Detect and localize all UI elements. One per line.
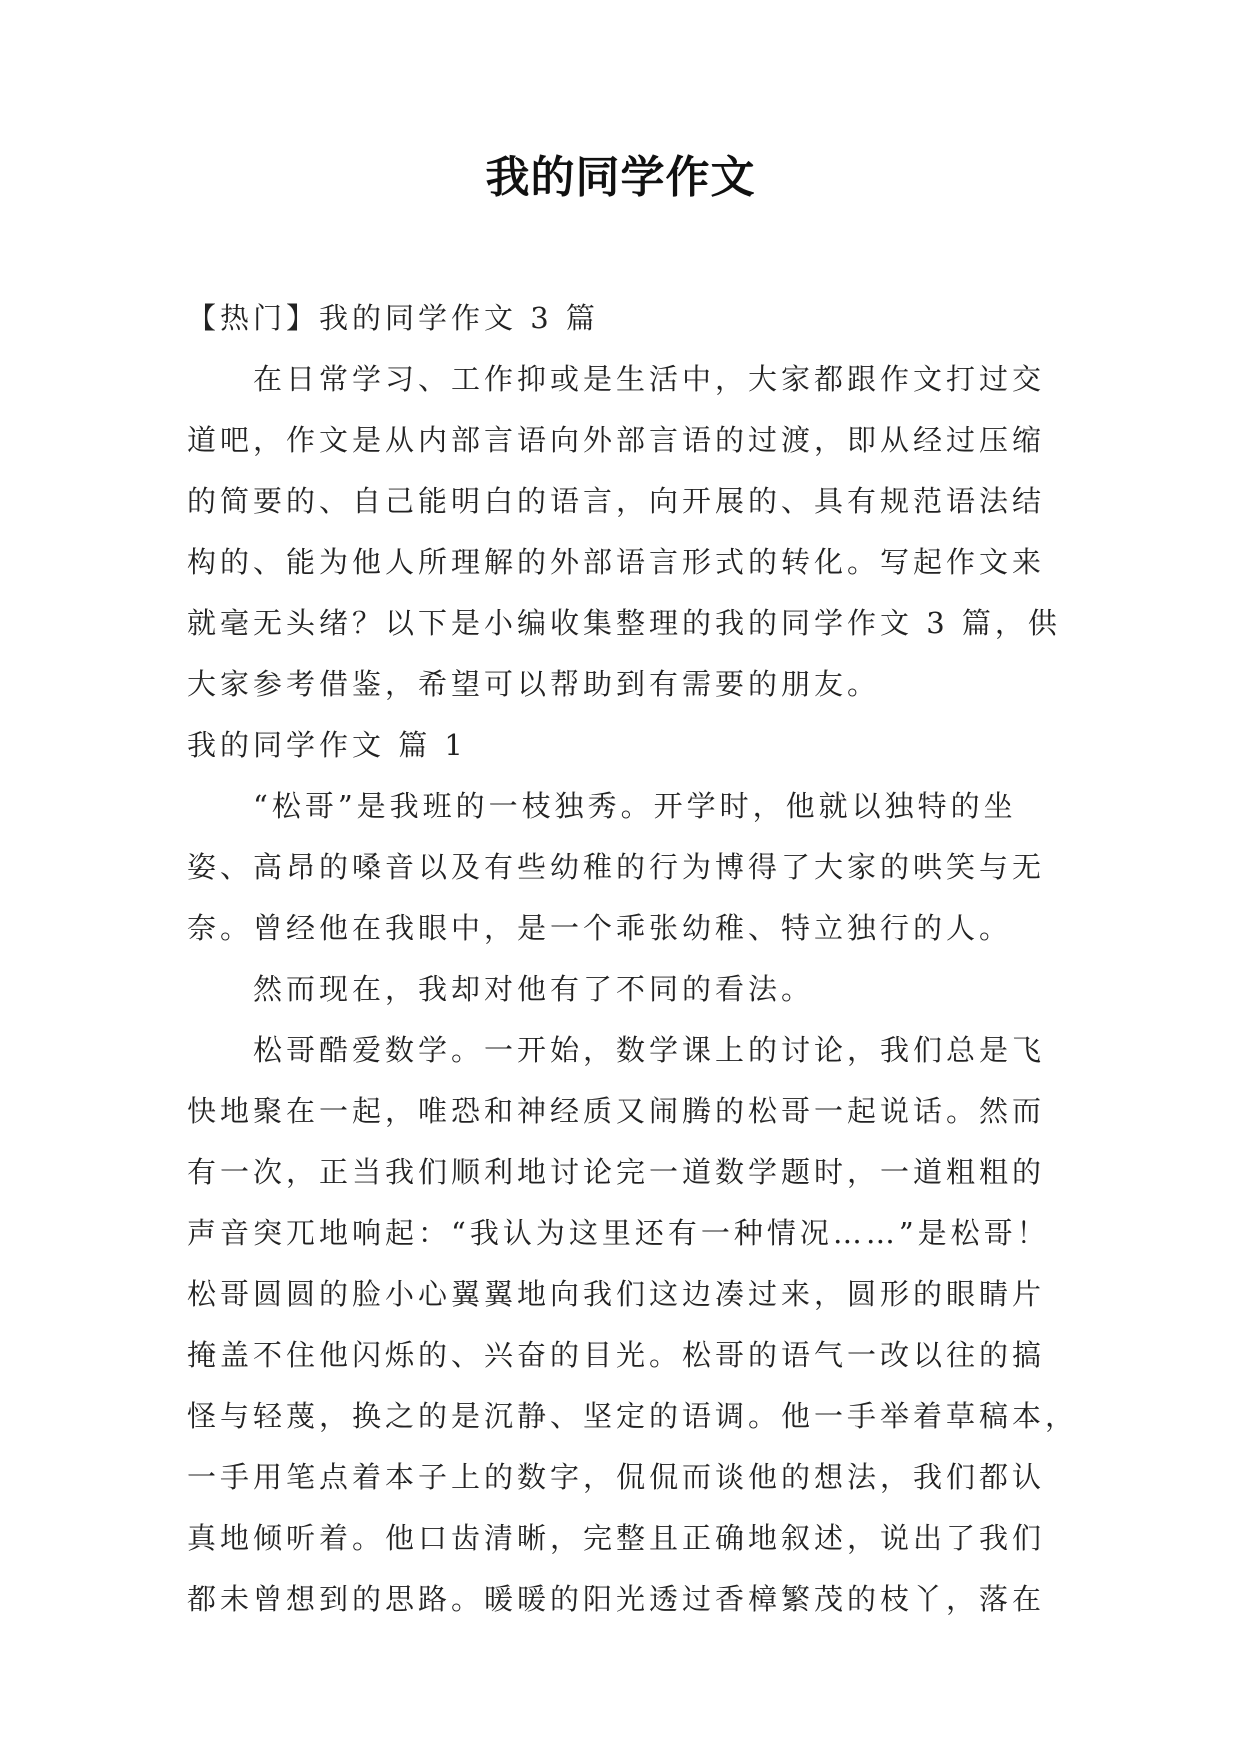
document-subtitle: 【热门】我的同学作文 3 篇	[187, 301, 599, 335]
paragraph-line: 松哥酷爱数学。一开始，数学课上的讨论，我们总是飞	[253, 1033, 1046, 1067]
paragraph-line: 一手用笔点着本子上的数字，侃侃而谈他的想法，我们都认	[187, 1460, 1046, 1494]
paragraph-line: 在日常学习、工作抑或是生活中，大家都跟作文打过交	[253, 362, 1046, 396]
document-title: 我的同学作文	[485, 152, 756, 203]
paragraph-line: 掩盖不住他闪烁的、兴奋的目光。松哥的语气一改以往的搞	[187, 1338, 1046, 1372]
paragraph-line: 有一次，正当我们顺利地讨论完一道数学题时，一道粗粗的	[187, 1155, 1046, 1189]
paragraph-line: 大家参考借鉴，希望可以帮助到有需要的朋友。	[187, 667, 881, 701]
paragraph-line: 快地聚在一起，唯恐和神经质又闹腾的松哥一起说话。然而	[187, 1094, 1046, 1128]
section-heading: 我的同学作文 篇 1	[187, 728, 467, 762]
paragraph-line: 奈。曾经他在我眼中，是一个乖张幼稚、特立独行的人。	[187, 911, 1013, 945]
paragraph-line: 姿、高昂的嗓音以及有些幼稚的行为博得了大家的哄笑与无	[187, 850, 1046, 884]
paragraph-line: “松哥”是我班的一枝独秀。开学时，他就以独特的坐	[253, 789, 1017, 823]
paragraph-line: 松哥圆圆的脸小心翼翼地向我们这边凑过来，圆形的眼睛片	[187, 1277, 1046, 1311]
paragraph-line: 就毫无头绪？以下是小编收集整理的我的同学作文 3 篇，供	[187, 606, 1061, 640]
paragraph-line: 都未曾想到的思路。暖暖的阳光透过香樟繁茂的枝丫，落在	[187, 1582, 1046, 1616]
paragraph-line: 怪与轻蔑，换之的是沉静、坚定的语调。他一手举着草稿本，	[187, 1399, 1079, 1433]
paragraph-line: 道吧，作文是从内部言语向外部言语的过渡，即从经过压缩	[187, 423, 1046, 457]
paragraph-line: 然而现在，我却对他有了不同的看法。	[253, 972, 815, 1006]
paragraph-line: 的简要的、自己能明白的语言，向开展的、具有规范语法结	[187, 484, 1046, 518]
paragraph-line: 声音突兀地响起：“我认为这里还有一种情况……”是松哥！	[187, 1216, 1050, 1250]
paragraph-line: 构的、能为他人所理解的外部语言形式的转化。写起作文来	[187, 545, 1046, 579]
document-body	[187, 288, 1079, 1630]
paragraph-line: 真地倾听着。他口齿清晰，完整且正确地叙述，说出了我们	[187, 1521, 1046, 1555]
